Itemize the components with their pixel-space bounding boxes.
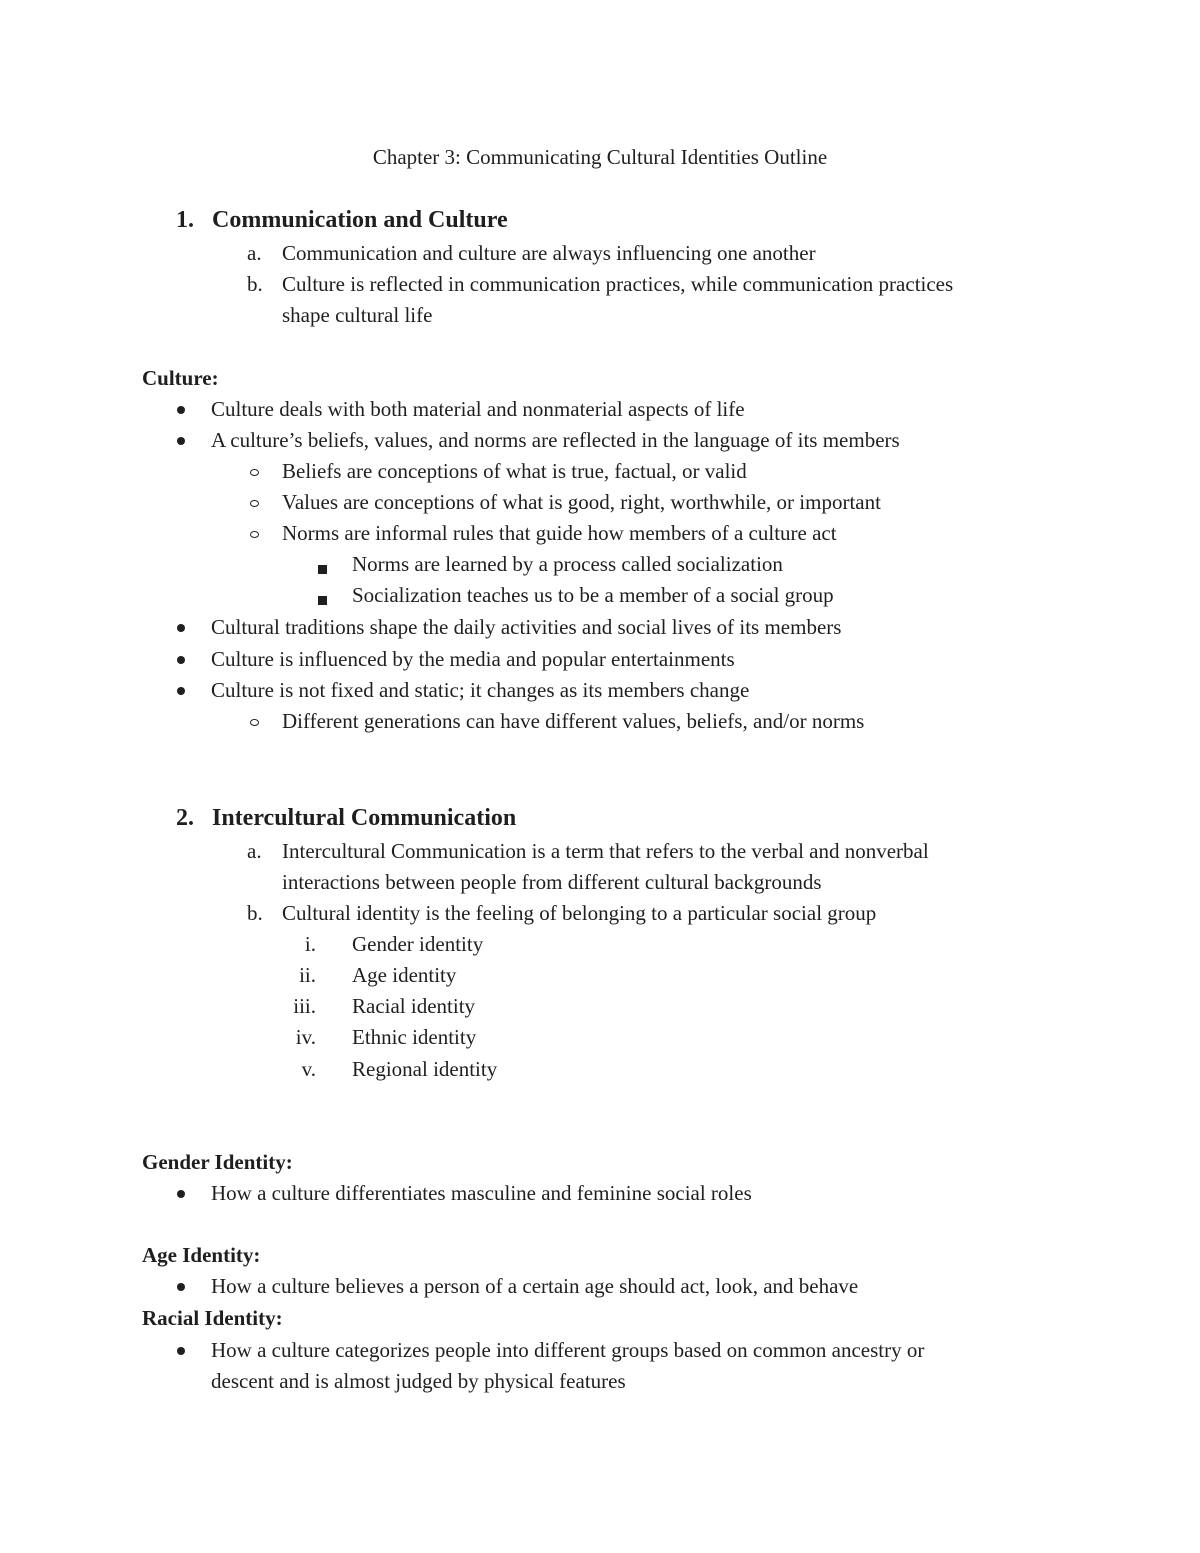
roman-marker: ii. <box>299 963 316 987</box>
bullet-item: A culture’s beliefs, values, and norms are reflected in the language of its members <box>211 428 900 452</box>
sub-bullet-item: Norms are informal rules that guide how members of a culture act <box>282 521 837 545</box>
gender-identity-label: Gender Identity: <box>142 1150 293 1174</box>
culture-label: Culture: <box>142 366 219 390</box>
hollow-bullet-icon <box>250 469 259 476</box>
bullet-icon <box>177 1190 185 1198</box>
bullet-item: How a culture categorizes people into different groups based on common ancestry or <box>211 1338 925 1362</box>
page-title: Chapter 3: Communicating Cultural Identities Outline <box>372 145 828 169</box>
roman-marker: iv. <box>295 1025 316 1049</box>
list-item: Cultural identity is the feeling of belonging to a particular social group <box>282 901 877 925</box>
list-item-continuation: interactions between people from different cultural backgrounds <box>282 870 822 894</box>
bullet-icon <box>177 624 185 632</box>
list-item-continuation: shape cultural life <box>282 303 433 327</box>
roman-marker: iii. <box>293 994 316 1018</box>
hollow-bullet-icon <box>250 531 259 538</box>
bullet-item: Cultural traditions shape the daily activities and social lives of its members <box>211 615 842 639</box>
sub-sub-bullet-item: Norms are learned by a process called socialization <box>352 552 783 576</box>
bullet-icon <box>177 656 185 664</box>
section-2-heading: Intercultural Communication <box>212 805 517 831</box>
roman-item: Ethnic identity <box>352 1025 477 1049</box>
bullet-icon <box>177 1347 185 1355</box>
sub-sub-bullet-item: Socialization teaches us to be a member of a social group <box>352 583 834 607</box>
square-bullet-icon <box>318 565 327 574</box>
section-1-number: 1. <box>176 207 194 233</box>
bullet-item: Culture deals with both material and nonmaterial aspects of life <box>211 397 745 421</box>
list-item: Communication and culture are always influencing one another <box>282 241 816 265</box>
bullet-item-continuation: descent and is almost judged by physical features <box>211 1369 626 1393</box>
bullet-item: Culture is influenced by the media and popular entertainments <box>211 647 735 671</box>
bullet-item: How a culture differentiates masculine and feminine social roles <box>211 1181 752 1205</box>
list-marker: b. <box>247 272 263 296</box>
hollow-bullet-icon <box>250 719 259 726</box>
roman-item: Regional identity <box>352 1057 498 1081</box>
sub-bullet-item: Beliefs are conceptions of what is true, factual, or valid <box>282 459 747 483</box>
bullet-icon <box>177 437 185 445</box>
bullet-icon <box>177 1283 185 1291</box>
section-2-number: 2. <box>176 805 194 831</box>
age-identity-label: Age Identity: <box>142 1243 261 1267</box>
roman-marker: i. <box>304 932 316 956</box>
list-item: Culture is reflected in communication practices, while communication practices <box>282 272 954 296</box>
bullet-icon <box>177 406 185 414</box>
list-item: Intercultural Communication is a term that refers to the verbal and nonverbal <box>282 839 929 863</box>
bullet-icon <box>177 687 185 695</box>
roman-item: Gender identity <box>352 932 484 956</box>
racial-identity-label: Racial Identity: <box>142 1306 283 1330</box>
square-bullet-icon <box>318 596 327 605</box>
section-1-heading: Communication and Culture <box>212 207 508 233</box>
roman-item: Racial identity <box>352 994 476 1018</box>
sub-bullet-item: Different generations can have different values, beliefs, and/or norms <box>282 709 865 733</box>
bullet-item: Culture is not fixed and static; it changes as its members change <box>211 678 750 702</box>
roman-item: Age identity <box>352 963 457 987</box>
list-marker: a. <box>247 241 262 265</box>
roman-marker: v. <box>301 1057 316 1081</box>
list-marker: b. <box>247 901 263 925</box>
hollow-bullet-icon <box>250 500 259 507</box>
bullet-item: How a culture believes a person of a certain age should act, look, and behave <box>211 1274 859 1298</box>
sub-bullet-item: Values are conceptions of what is good, right, worthwhile, or important <box>282 490 881 514</box>
list-marker: a. <box>247 839 262 863</box>
